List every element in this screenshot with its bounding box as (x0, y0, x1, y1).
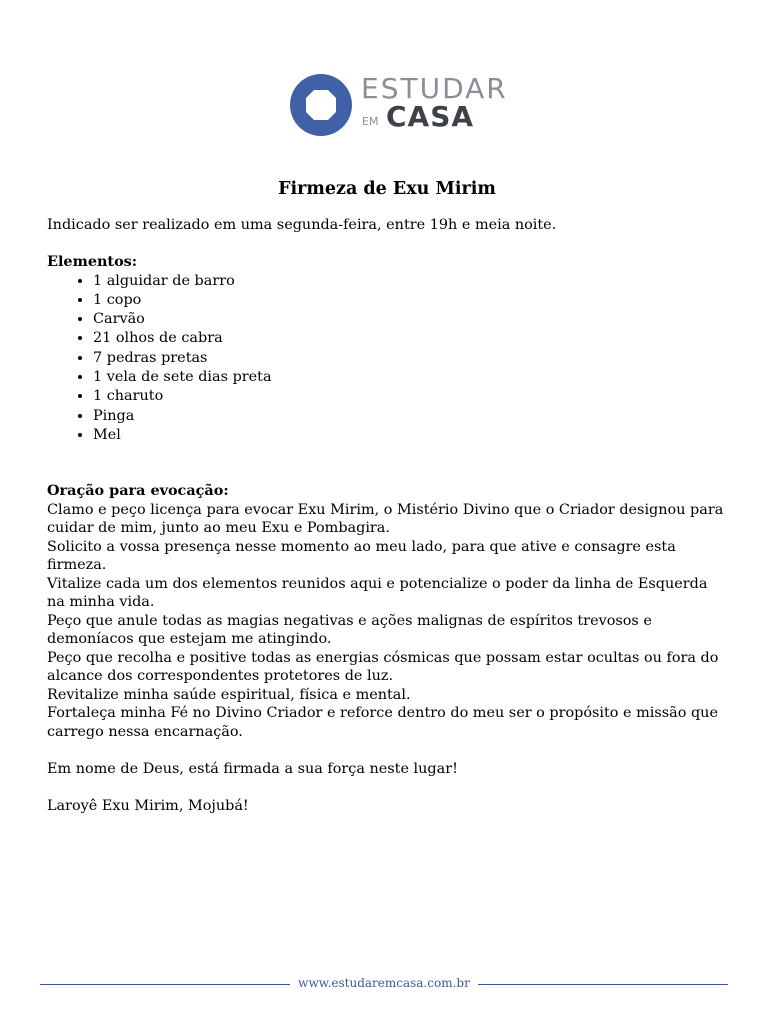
list-item: • Pinga (93, 407, 727, 426)
prayer-paragraph: Fortaleça minha Fé no Divino Criador e reforce dentro do meu ser o propósito e missão que carrego nessa encarnação. (47, 705, 718, 740)
closing-line: Laroyê Exu Mirim, Mojubá! (47, 797, 249, 814)
document-title: Firmeza de Exu Mirim (278, 179, 496, 199)
list-item: • Carvão (93, 310, 727, 329)
list-item: • 1 charuto (93, 387, 727, 406)
prayer-paragraph: Clamo e peço licença para evocar Exu Mirim, o Mistério Divino que o Criador designou para cuidar de mim, junto ao meu Exu e Pombagira. (47, 501, 724, 537)
elements-list (47, 272, 727, 446)
list-item: • 1 vela de sete dias preta (93, 368, 727, 387)
prayer-paragraph: Revitalize minha saúde espiritual, física e mental. (47, 686, 411, 703)
document-body (47, 178, 727, 815)
list-item: • 1 copo (93, 291, 727, 310)
elements-heading: Elementos: (47, 253, 138, 270)
logo-text-estudar: ESTUDAR (361, 72, 508, 105)
closing-line: Em nome de Deus, está firmada a sua força neste lugar! (47, 760, 458, 777)
site-logo (288, 70, 508, 136)
intro-text: Indicado ser realizado em uma segunda-feira, entre 19h e meia noite. (47, 217, 557, 233)
list-item: • 21 olhos de cabra (93, 329, 727, 348)
prayer-paragraph: Vitalize cada um dos elementos reunidos aqui e potencialize o poder da linha de Esquerda na minha vida. (47, 575, 708, 611)
prayer-paragraph: Peço que recolha e positive todas as energias cósmicas que possam estar ocultas ou fora do alcance dos correspondentes protetores de luz. (47, 649, 719, 685)
list-item: • 1 alguidar de barro (93, 272, 727, 291)
logo-text-casa: CASA (386, 100, 475, 133)
prayer-heading: Oração para evocação: (47, 482, 229, 500)
octagon-ring-icon (290, 74, 352, 136)
prayer-paragraph: Solicito a vossa presença nesse momento ao meu lado, para que ative e consagre esta firmeza. (47, 538, 676, 574)
list-item: • Mel (93, 426, 727, 445)
logo-text-em: EM (362, 115, 379, 128)
list-item: • 7 pedras pretas (93, 349, 727, 368)
prayer-paragraph: Peço que anule todas as magias negativas e ações malignas de espíritos trevosos e demoníacos que estejam me atingindo. (47, 612, 652, 648)
footer-url-link[interactable]: www.estudaremcasa.com.br (298, 976, 470, 990)
